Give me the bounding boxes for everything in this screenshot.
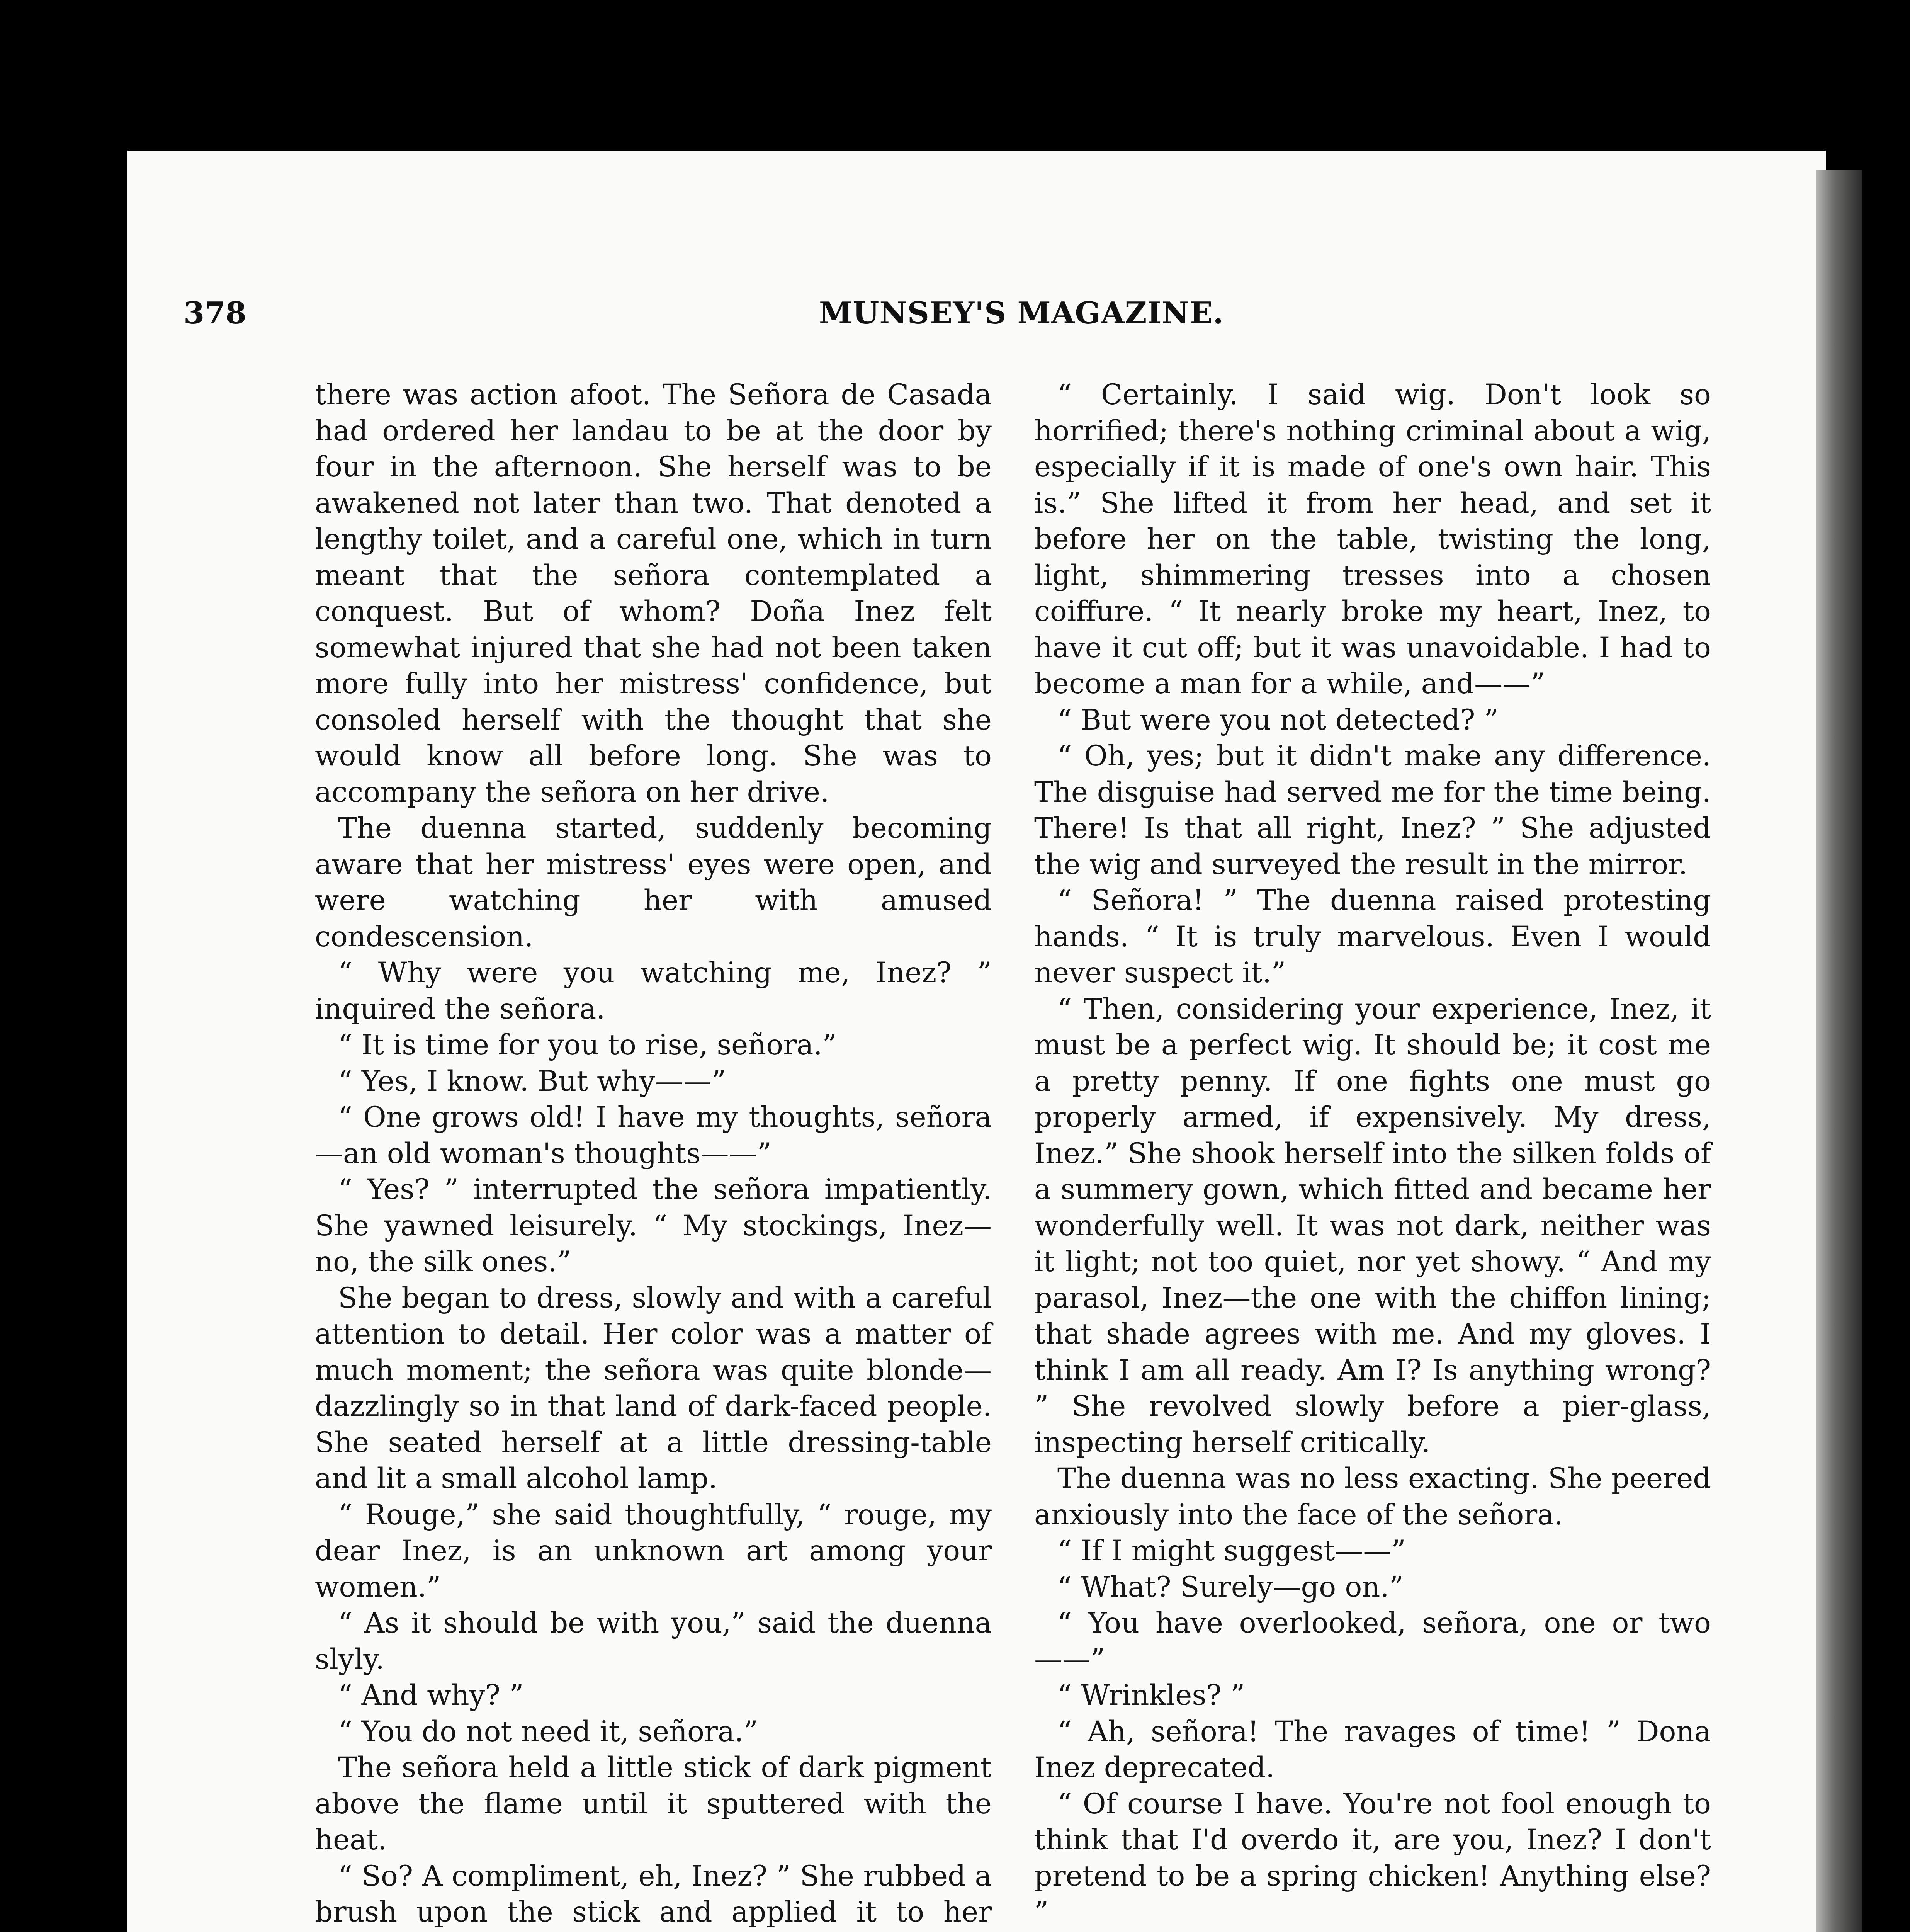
- paragraph: “ You have overlooked, señora, one or two——”: [1034, 1607, 1711, 1676]
- paragraph: there was action afoot. The Señora de Casada had ordered her landau to be at the door by four in the afternoon. She herself was to be awakened not later than two. That denoted a lengthy toilet, and a careful one, which in turn meant that the señora contemplated a conquest. But of whom? Doña Inez felt somewhat injured that she had not been taken more fully into her mistress' confidence, but consoled herself with the thought that she would know all before long. She was to accompany the señora on her drive.: [315, 378, 992, 809]
- right-column: [1034, 377, 1711, 1932]
- paragraph: “ Wrinkles? ”: [1057, 1679, 1245, 1712]
- paragraph: [1034, 1930, 1711, 1932]
- paragraph: “ If I might suggest——”: [1057, 1534, 1406, 1567]
- paragraph: “ It is time for you to rise, señora.”: [338, 1029, 837, 1061]
- magazine-title: MUNSEY'S MAGAZINE.: [819, 296, 1224, 331]
- running-header: [0, 296, 1910, 338]
- paragraph: “ Then, considering your experience, Inez, it must be a perfect wig. It should be; it cost me a pretty penny. If one fights one must go properly armed, if expensively. My dress, Inez.” She shook herself into the silken folds of a summery gown, which fitted and became her wonderfully well. It was not dark, neither was it light; not too quiet, nor yet showy. “ And my parasol, Inez—the one with the chiffon lining; that shade agrees with me. And my gloves. I think I am all ready. Am I? Is anything wrong? ” She revolved slowly before a pier-glass, inspecting herself critically.: [1034, 992, 1711, 1459]
- paragraph: “ As it should be with you,” said the duenna slyly.: [315, 1607, 992, 1676]
- paragraph: “ But were you not detected? ”: [1057, 703, 1499, 736]
- paragraph: “ What? Surely—go on.”: [1057, 1570, 1404, 1604]
- paragraph: The señora held a little stick of dark pigment above the flame until it sputtered with the heat.: [315, 1751, 992, 1856]
- paragraph: “ Rouge,” she said thoughtfully, “ rouge, my dear Inez, is an unknown art among your women.”: [315, 1498, 992, 1604]
- page-edge-shadow: [1816, 170, 1862, 1932]
- paragraph: “ And why? ”: [338, 1679, 524, 1712]
- paragraph: “ So? A compliment, eh, Inez? ” She rubbed a brush upon the stick and applied it to her: [315, 1859, 992, 1929]
- paragraph: “ Certainly. I said wig. Don't look so horrified; there's nothing criminal about a wig, especially if it is made of one's own hair. This is.” She lifted it from her head, and set it before her on the table, twisting the long, light, shimmering tresses into a chosen coiffure. “ It nearly broke my heart, Inez, to have it cut off; but it was unavoidable. I had to become a man for a while, and——”: [1034, 378, 1711, 700]
- paragraph: “ Señora! ” The duenna raised protesting hands. “ It is truly marvelous. Even I would never suspect it.”: [1034, 884, 1711, 989]
- paragraph: The duenna was no less exacting. She peered anxiously into the face of the señora.: [1034, 1462, 1711, 1531]
- paragraph: “ Of course I have. You're not fool enough to think that I'd overdo it, are you, Inez? I don't pretend to be a spring chicken! Anything else? ”: [1034, 1787, 1711, 1929]
- left-column: [315, 377, 992, 1932]
- paragraph: “ Yes? ” interrupted the señora impatiently. She yawned leisurely. “ My stockings, Inez—no, the silk ones.”: [315, 1173, 992, 1278]
- paragraph: “ You do not need it, señora.”: [338, 1715, 758, 1748]
- paragraph: “ Ah, señora! The ravages of time! ” Dona Inez deprecated.: [1034, 1715, 1711, 1784]
- paragraph: She began to dress, slowly and with a careful attention to detail. Her color was a matter of much moment; the señora was quite blonde—dazzlingly so in that land of dark-faced people. She seated herself at a little dressing-table and lit a small alcohol lamp.: [315, 1281, 992, 1495]
- paragraph: “ Oh, yes; but it didn't make any difference. The disguise had served me for the time being. There! Is that all right, Inez? ” She adjusted the wig and surveyed the result in the mirror.: [1034, 740, 1711, 881]
- paragraph: “ Why were you watching me, Inez? ” inquired the señora.: [315, 956, 992, 1026]
- paragraph: “ One grows old! I have my thoughts, señora—an old woman's thoughts——”: [315, 1101, 992, 1170]
- paragraph: “ Yes, I know. But why——”: [338, 1065, 726, 1098]
- page-number: 378: [184, 296, 246, 331]
- paragraph: The duenna started, suddenly becoming aware that her mistress' eyes were open, and were watching her with amused condescension.: [315, 812, 992, 953]
